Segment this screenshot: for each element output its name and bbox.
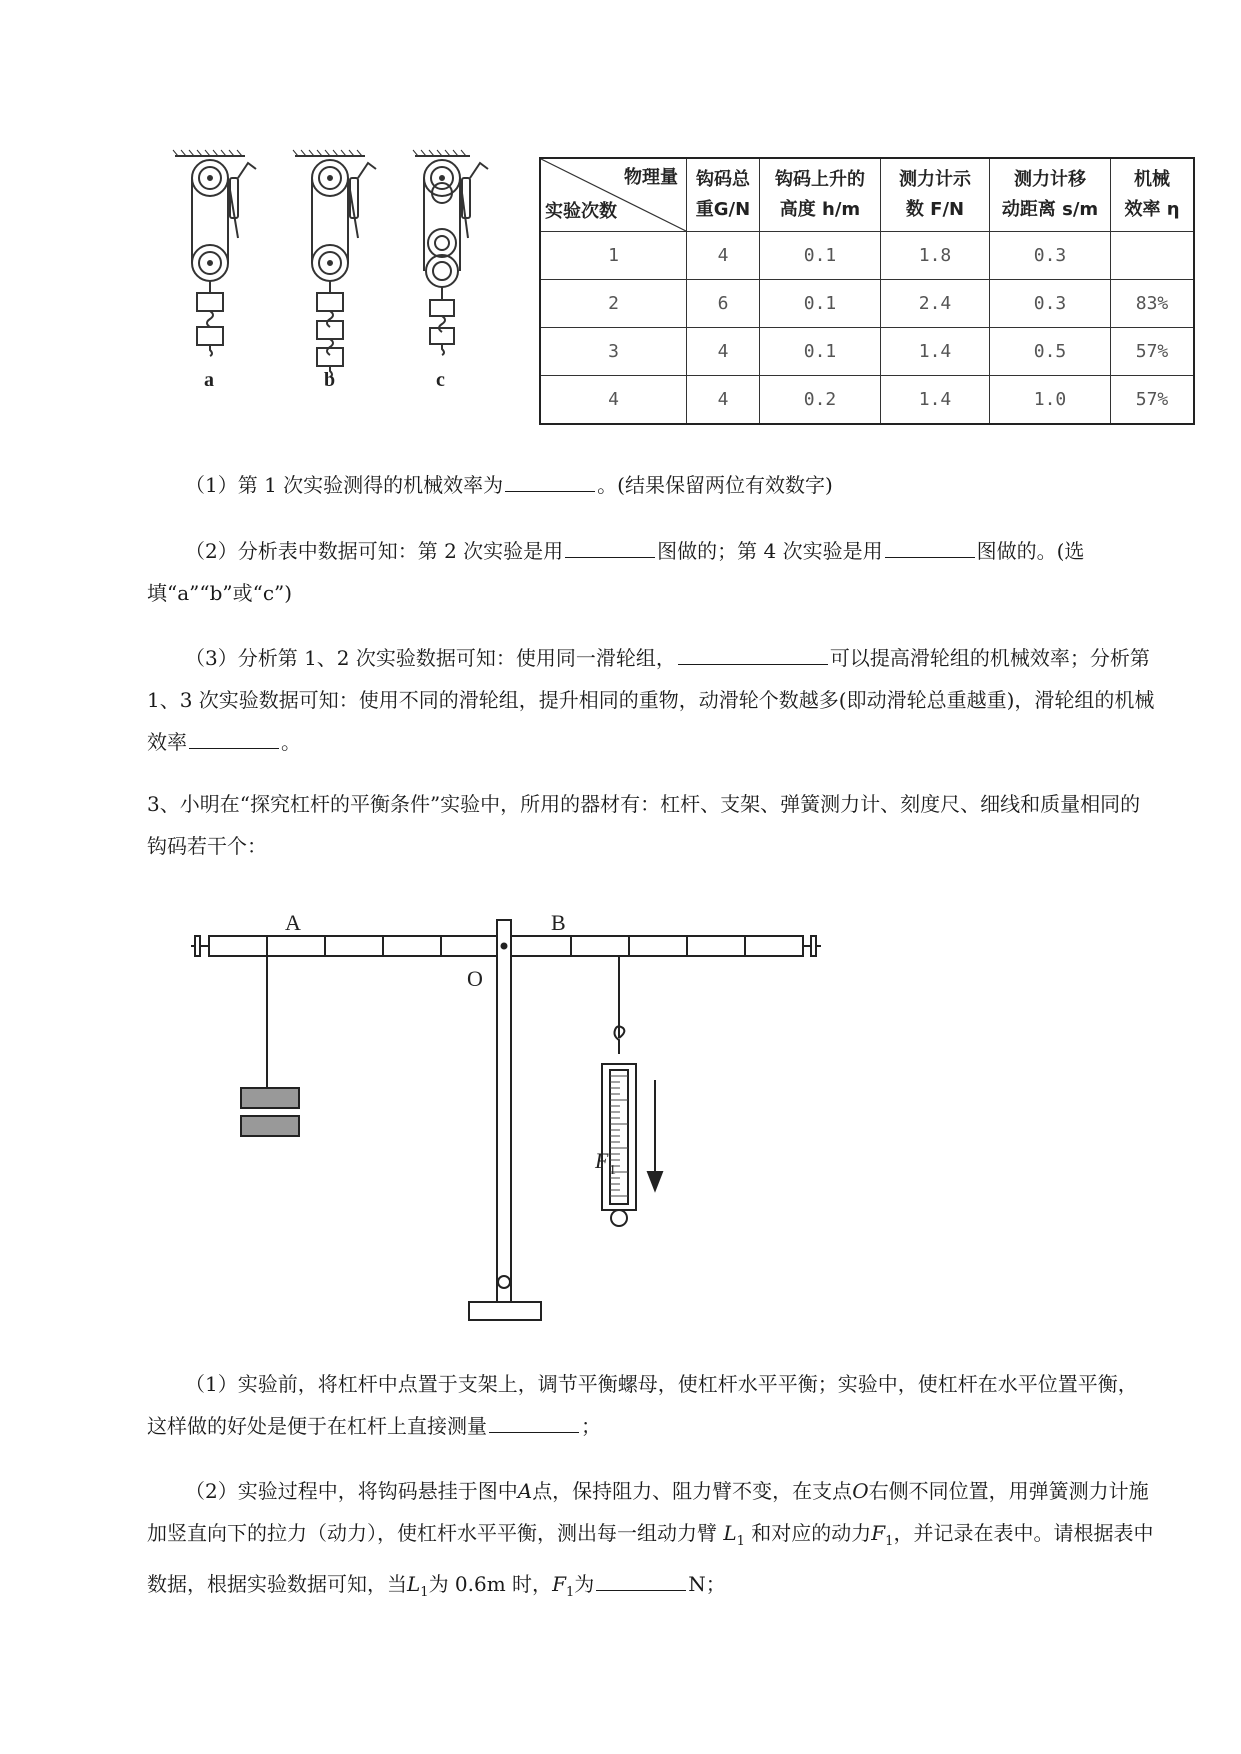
table-cell: 0.2 (760, 376, 881, 425)
answer-blank[interactable] (885, 535, 975, 558)
answer-blank[interactable] (505, 469, 595, 492)
table-cell: 1.4 (881, 328, 990, 376)
table-header-cell: 测力计移 动距离 s/m (990, 158, 1111, 232)
q3-part2: （2）实验过程中，将钩码悬挂于图中A点，保持阻力、阻力臂不变，在支点O右侧不同位置，用弹簧测力计施加竖直向下的拉力（动力），使杠杆水平平衡，测出每一组动力臂 $L_1$ 和对应的动力$F_1$，并记录在表中。请根据表中数据，根据实验数据可知，当$L_1$为 0.6m 时，$F_1$为 N； (147, 1479, 1154, 1600)
figure-label-a: a (204, 369, 214, 391)
table-cell: 2 (540, 280, 687, 328)
q3-intro: 3、小明在“探究杠杆的平衡条件”实验中，所用的器材有：杠杆、支架、弹簧测力计、刻度尺、细线和质量相同的钩码若干个： (147, 792, 1141, 858)
table-header-cell: 钩码总 重G/N (687, 158, 760, 232)
answer-blank[interactable] (489, 1410, 579, 1433)
table-cell: 0.5 (990, 328, 1111, 376)
table-cell: 57% (1111, 328, 1195, 376)
table-cell: 3 (540, 328, 687, 376)
table-header-row (540, 158, 1194, 232)
table-row (540, 376, 1194, 425)
table-corner-cell (540, 158, 687, 232)
table-cell: 4 (687, 328, 760, 376)
table-cell: 4 (687, 232, 760, 280)
table-cell: 1.8 (881, 232, 990, 280)
q2-part2: （2）分析表中数据可知：第 2 次实验是用 图做的；第 4 次实验是用 图做的。(选填“a”“b”或“c”) (147, 530, 1157, 614)
force-label-F: F (595, 1148, 609, 1173)
figure-label-c: c (436, 369, 445, 391)
table-cell: 4 (540, 376, 687, 425)
table-cell: 0.3 (990, 232, 1111, 280)
table-cell: 0.3 (990, 280, 1111, 328)
q3-part1: （1）实验前，将杠杆中点置于支架上，调节平衡螺母，使杠杆水平平衡；实验中，使杠杆在水平位置平衡，这样做的好处是便于在杠杆上直接测量 ； (147, 1372, 1138, 1438)
table-cell: 0.1 (760, 232, 881, 280)
table-header-cell: 钩码上升的 高度 h/m (760, 158, 881, 232)
table-cell: 6 (687, 280, 760, 328)
force-label-sub: 1 (609, 1163, 616, 1178)
table-corner-top: 物理量 (624, 167, 678, 188)
point-label-A: A (285, 910, 301, 935)
table-cell: 2.4 (881, 280, 990, 328)
fulcrum-label-O: O (467, 966, 483, 991)
table-cell: 0.1 (760, 280, 881, 328)
table-cell: 0.1 (760, 328, 881, 376)
table-header-cell: 机械 效率 η (1111, 158, 1195, 232)
table-row (540, 280, 1194, 328)
table-cell: 4 (687, 376, 760, 425)
answer-blank[interactable] (596, 1568, 686, 1591)
answer-blank[interactable] (678, 642, 828, 665)
figure-label-b: b (324, 369, 336, 391)
point-label-B: B (551, 910, 566, 935)
table-header-cell: 测力计示 数 F/N (881, 158, 990, 232)
q2-part1: （1）第 1 次实验测得的机械效率为 。(结果保留两位有效数字) (147, 464, 1157, 506)
pulley-figure (160, 148, 530, 438)
table-corner-bottom: 实验次数 (545, 201, 617, 222)
q2-part3: （3）分析第 1、2 次实验数据可知：使用同一滑轮组， 可以提高滑轮组的机械效率；分析第 1、3 次实验数据可知：使用不同的滑轮组，提升相同的重物，动滑轮个数越多(即动滑轮总重越重)，滑轮组的机械效率 。 (147, 637, 1157, 763)
answer-blank[interactable] (189, 726, 279, 749)
lever-figure (185, 898, 825, 1328)
data-table (539, 157, 1195, 425)
table-cell: 1.4 (881, 376, 990, 425)
table-cell: 83% (1111, 280, 1195, 328)
table-row (540, 328, 1194, 376)
answer-blank[interactable] (565, 535, 655, 558)
table-cell: 1.0 (990, 376, 1111, 425)
table-cell: 57% (1111, 376, 1195, 425)
table-cell: 1 (540, 232, 687, 280)
table-row (540, 232, 1194, 280)
table-cell (1111, 232, 1195, 280)
